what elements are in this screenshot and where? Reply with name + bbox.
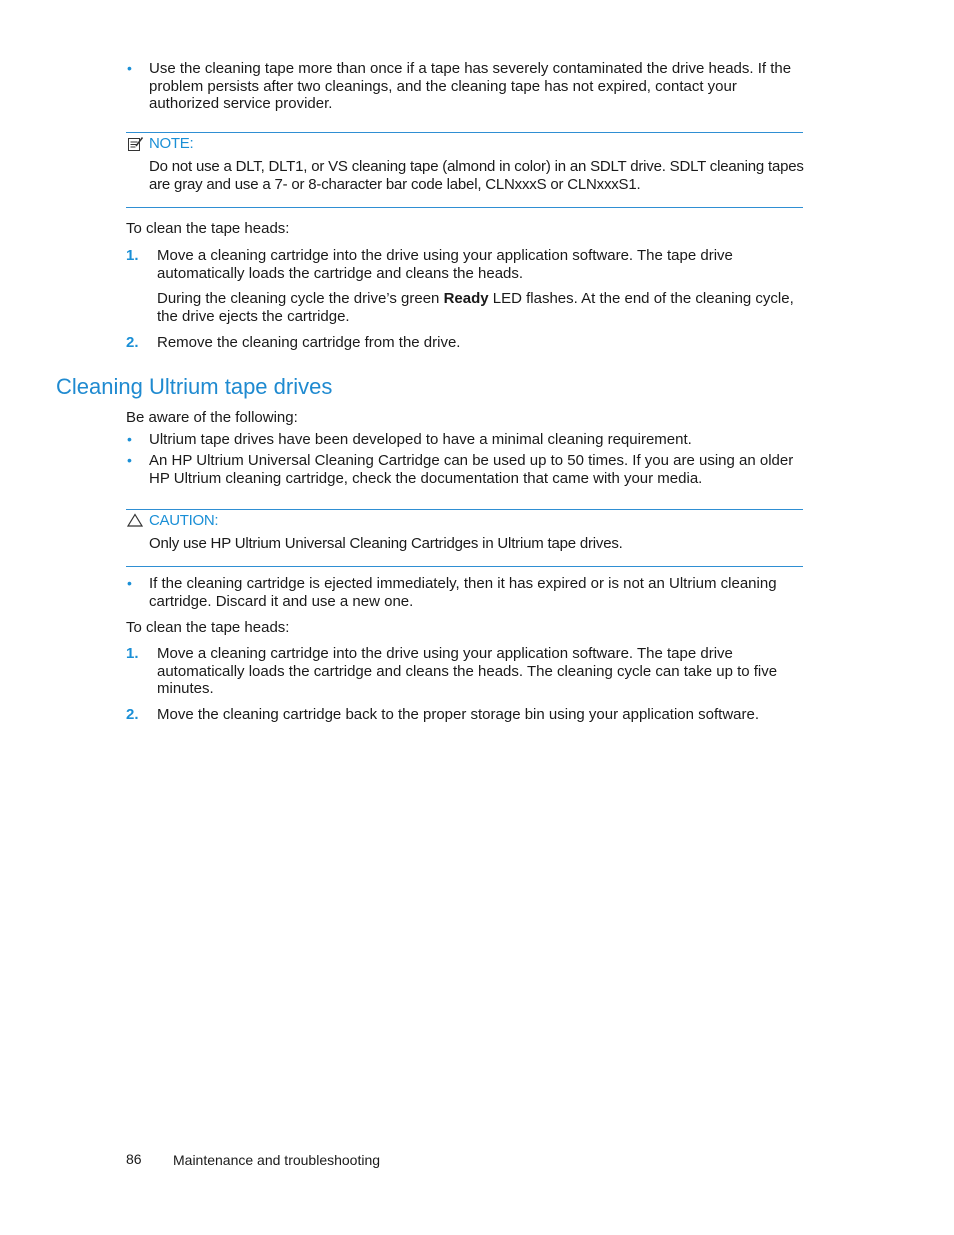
step-subparagraph-start: During the cleaning cycle the drive’s green	[157, 290, 444, 307]
step-subparagraph	[157, 290, 807, 325]
step-text: Move the cleaning cartridge back to the proper storage bin using your application software.	[157, 706, 760, 723]
section-heading: Cleaning Ultrium tape drives	[56, 374, 333, 399]
bullet-marker: •	[127, 575, 132, 591]
note-label: NOTE:	[149, 135, 194, 152]
bullet-marker: •	[127, 431, 132, 447]
note-top-rule	[126, 132, 803, 133]
caution-label: CAUTION:	[149, 512, 219, 529]
bullet-text: Use the cleaning tape more than once if a tape has severely contaminated the drive heads. If the problem persists after two cleanings, and the cleaning tape has not expired, contact your authorized service provider.	[149, 60, 792, 112]
footer-title: Maintenance and troubleshooting	[173, 1152, 381, 1168]
step-text: Remove the cleaning cartridge from the drive.	[157, 334, 461, 351]
bullet-text: An HP Ultrium Universal Cleaning Cartridge can be used up to 50 times. If you are using an older HP Ultrium cleaning cartridge, check the documentation that came with your media.	[149, 452, 794, 487]
bullet-text: Ultrium tape drives have been developed to have a minimal cleaning requirement.	[149, 431, 692, 448]
procedure-intro: To clean the tape heads:	[126, 619, 290, 636]
section-intro: Be aware of the following:	[126, 409, 298, 426]
note-pad-icon	[127, 136, 144, 152]
step-number: 1.	[126, 247, 139, 264]
ready-led-label: Ready	[443, 290, 489, 307]
note-bottom-rule	[126, 207, 803, 208]
caution-top-rule	[126, 509, 803, 510]
bullet-marker: •	[127, 60, 132, 76]
step-text: Move a cleaning cartridge into the drive using your application software. The tape drive automatically loads the cartridge and cleans the heads.	[157, 247, 733, 282]
caution-triangle-icon	[127, 513, 143, 527]
step-number: 2.	[126, 334, 139, 351]
step-number: 1.	[126, 645, 139, 662]
bullet-marker: •	[127, 452, 132, 468]
bullet-text: If the cleaning cartridge is ejected immediately, then it has expired or is not an Ultrium cleaning cartridge. Discard it and use a new one.	[149, 575, 777, 610]
step-text: Move a cleaning cartridge into the drive using your application software. The tape drive automatically loads the cartridge and cleans the heads. The cleaning cycle can take up to five minutes.	[157, 645, 778, 697]
note-text: Do not use a DLT, DLT1, or VS cleaning tape (almond in color) in an SDLT drive. SDLT cleaning tapes are gray and use a 7- or 8-character bar code label, CLNxxxS or CLNxxxS1.	[149, 158, 804, 193]
caution-text: Only use HP Ultrium Universal Cleaning Cartridges in Ultrium tape drives.	[149, 535, 623, 552]
procedure-intro: To clean the tape heads:	[126, 220, 290, 237]
page-number: 86	[126, 1151, 142, 1167]
step-subparagraph-end: LED flashes. At the end of the cleaning cycle, the drive ejects the cartridge.	[157, 290, 794, 325]
caution-bottom-rule	[126, 566, 803, 567]
step-number: 2.	[126, 706, 139, 723]
